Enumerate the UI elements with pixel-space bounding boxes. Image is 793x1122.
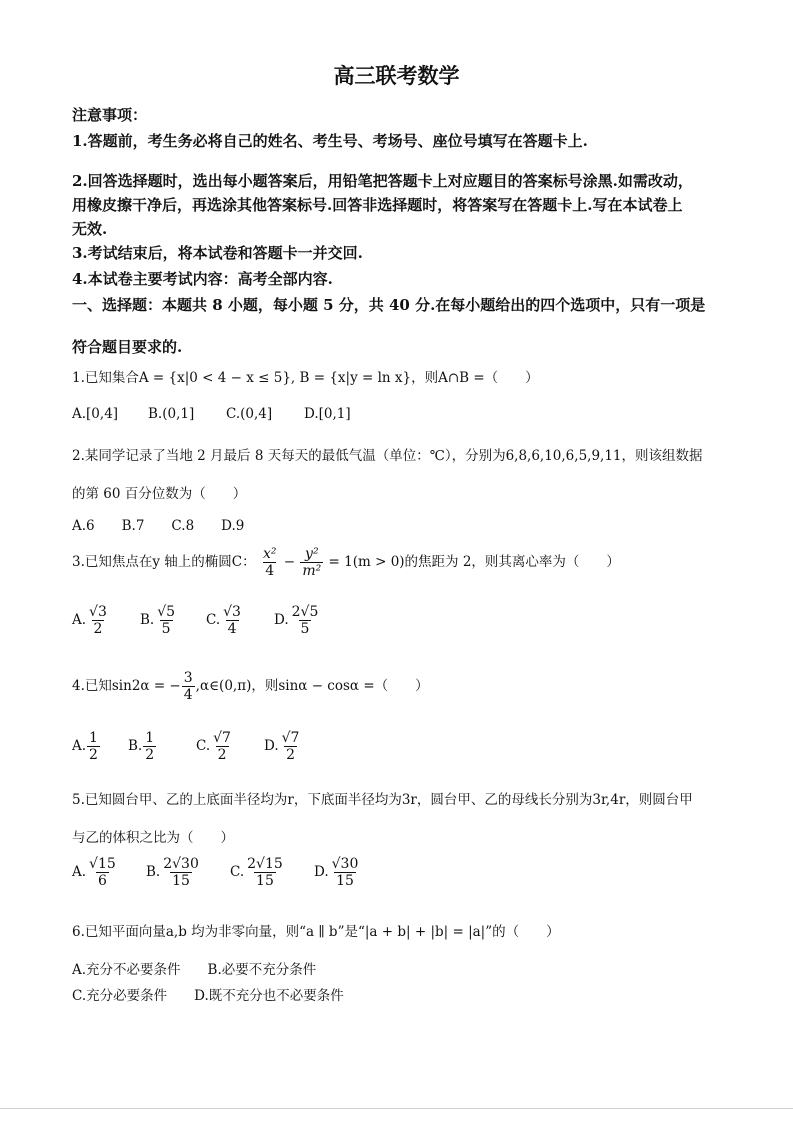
notice-item-4: 4.本试卷主要考试内容：高考全部内容.: [72, 270, 333, 288]
q3-stem-pre: 3.已知焦点在y 轴上的椭圆C：: [72, 554, 256, 570]
q5-option-a: [72, 856, 119, 889]
q4-c-den: 2: [217, 747, 227, 763]
q5-a-den: 6: [97, 873, 107, 889]
q1-option-d: D.[0,1]: [304, 406, 351, 422]
q3-c-label: C.: [206, 612, 221, 628]
q4-option-d: [264, 730, 302, 763]
question-2-stem: 2.某同学记录了当地 2 月最后 8 天每天的最低气温（单位：℃），分别为6,8,6,10,6,5,9,11，则该组数据: [72, 448, 703, 464]
q4-stem-post: ,α∈(0,π)，则sinα − cosα =（ ）: [195, 678, 429, 694]
q3-option-c: [206, 604, 244, 637]
q4-d-num: √7: [281, 730, 300, 746]
q5-d-label: D.: [314, 864, 329, 880]
page-title: 高三联考数学: [333, 63, 460, 88]
q3-f1-num: x²: [262, 546, 277, 562]
question-5-stem-cont: 与乙的体积之比为（ ）: [72, 830, 234, 846]
q4-a-label: A.: [72, 738, 87, 754]
q4-a-num: 1: [89, 730, 98, 746]
q4-c-label: C.: [196, 738, 211, 754]
question-2-stem-cont: 的第 60 百分位数为（ ）: [72, 486, 247, 502]
q2-options: A.6 B.7 C.8 D.9: [72, 518, 245, 534]
q5-c-den: 15: [256, 873, 274, 889]
q3-a-den: 2: [93, 621, 103, 637]
q5-option-c: [230, 856, 286, 889]
q3-option-a: [72, 604, 110, 637]
q3-b-num: √5: [157, 604, 176, 620]
q4-b-label: B.: [128, 738, 143, 754]
notice-heading: 注意事项：: [72, 106, 148, 124]
q6-options-line-1: A.充分不必要条件 B.必要不充分条件: [72, 962, 317, 978]
notice-item-3: 3.考试结束后，将本试卷和答题卡一并交回.: [72, 244, 363, 262]
q3-f2-num: y²: [305, 546, 319, 562]
q4-d-den: 2: [286, 747, 296, 763]
q4-a-den: 2: [89, 747, 98, 763]
q1-option-c: C.(0,4]: [226, 406, 273, 422]
q5-d-den: 15: [336, 873, 354, 889]
question-3-stem: [72, 546, 620, 579]
q4-b-num: 1: [145, 730, 155, 746]
q3-d-num: 2√5: [291, 604, 319, 620]
q3-f2-den: m²: [302, 563, 322, 579]
notice-item-2-end: 无效.: [72, 220, 108, 238]
notice-item-2: 2.回答选择题时，选出每小题答案后，用铅笔把答题卡上对应题目的答案标号涂黑.如需改动，: [72, 172, 693, 190]
q4-stem-pre: 4.已知sin2α = −: [72, 678, 181, 694]
q3-a-num: √3: [89, 604, 107, 620]
q4-b-den: 2: [145, 747, 155, 763]
q3-c-num: √3: [223, 604, 241, 620]
section-heading-cont: 符合题目要求的.: [72, 338, 183, 356]
q1-option-a: A.[0,4]: [72, 406, 119, 422]
notice-item-1: 1.答题前，考生务必将自己的姓名、考生号、考场号、座位号填写在答题卡上.: [72, 132, 588, 150]
q4-f-num: 3: [183, 670, 193, 686]
q3-option-b: [140, 604, 178, 637]
q5-a-label: A.: [72, 864, 87, 880]
notice-item-2-cont: 用橡皮擦干净后，再选涂其他答案标号.回答非选择题时，将答案写在答题卡上.写在本试卷上: [72, 196, 683, 214]
section-heading: 一、选择题：本题共 8 小题，每小题 5 分，共 40 分.在每小题给出的四个选项中，只有一项是: [72, 296, 706, 314]
q4-d-label: D.: [264, 738, 279, 754]
q6-options-line-2: C.充分必要条件 D.既不充分也不必要条件: [72, 988, 344, 1004]
q3-f1-den: 4: [265, 563, 275, 579]
q4-option-c: [196, 730, 234, 763]
q4-option-a: [72, 730, 101, 763]
q5-b-num: 2√30: [163, 856, 199, 872]
q3-option-d: [274, 604, 321, 637]
q3-a-label: A.: [72, 612, 87, 628]
question-6-stem: 6.已知平面向量a,b 均为非零向量，则“a ∥ b”是“|a + b| + |b| = |a|”的（ ）: [72, 924, 560, 940]
q3-minus: −: [283, 554, 296, 570]
q5-c-num: 2√15: [247, 856, 283, 872]
q5-a-num: √15: [89, 856, 116, 872]
q1-option-b: B.(0,1]: [148, 406, 195, 422]
q3-stem-post: = 1(m > 0)的焦距为 2，则其离心率为（ ）: [328, 554, 620, 570]
q5-d-num: √30: [331, 856, 359, 872]
question-1-stem: 1.已知集合A = {x|0 < 4 − x ≤ 5}, B = {x|y = ln x}，则A∩B =（ ）: [72, 370, 539, 386]
q5-option-b: [146, 856, 202, 889]
q4-fraction: [182, 670, 195, 703]
q5-b-label: B.: [146, 864, 161, 880]
q3-b-label: B.: [140, 612, 155, 628]
page-bottom-rule: [0, 1108, 793, 1109]
q3-d-den: 5: [300, 621, 310, 637]
q3-fraction-y: [300, 546, 323, 579]
q4-f-den: 4: [183, 687, 193, 703]
q3-d-label: D.: [274, 612, 289, 628]
q5-c-label: C.: [230, 864, 245, 880]
question-5-stem: 5.已知圆台甲、乙的上底面半径均为r，下底面半径均为3r，圆台甲、乙的母线长分别为3r,4r，则圆台甲: [72, 792, 693, 808]
question-4-stem: [72, 670, 429, 703]
q5-option-d: [314, 856, 361, 889]
q4-c-num: √7: [213, 730, 231, 746]
q4-option-b: [128, 730, 157, 763]
q5-b-den: 15: [172, 873, 190, 889]
q3-b-den: 5: [161, 621, 171, 637]
q3-c-den: 4: [227, 621, 237, 637]
q3-fraction-x: [261, 546, 279, 579]
